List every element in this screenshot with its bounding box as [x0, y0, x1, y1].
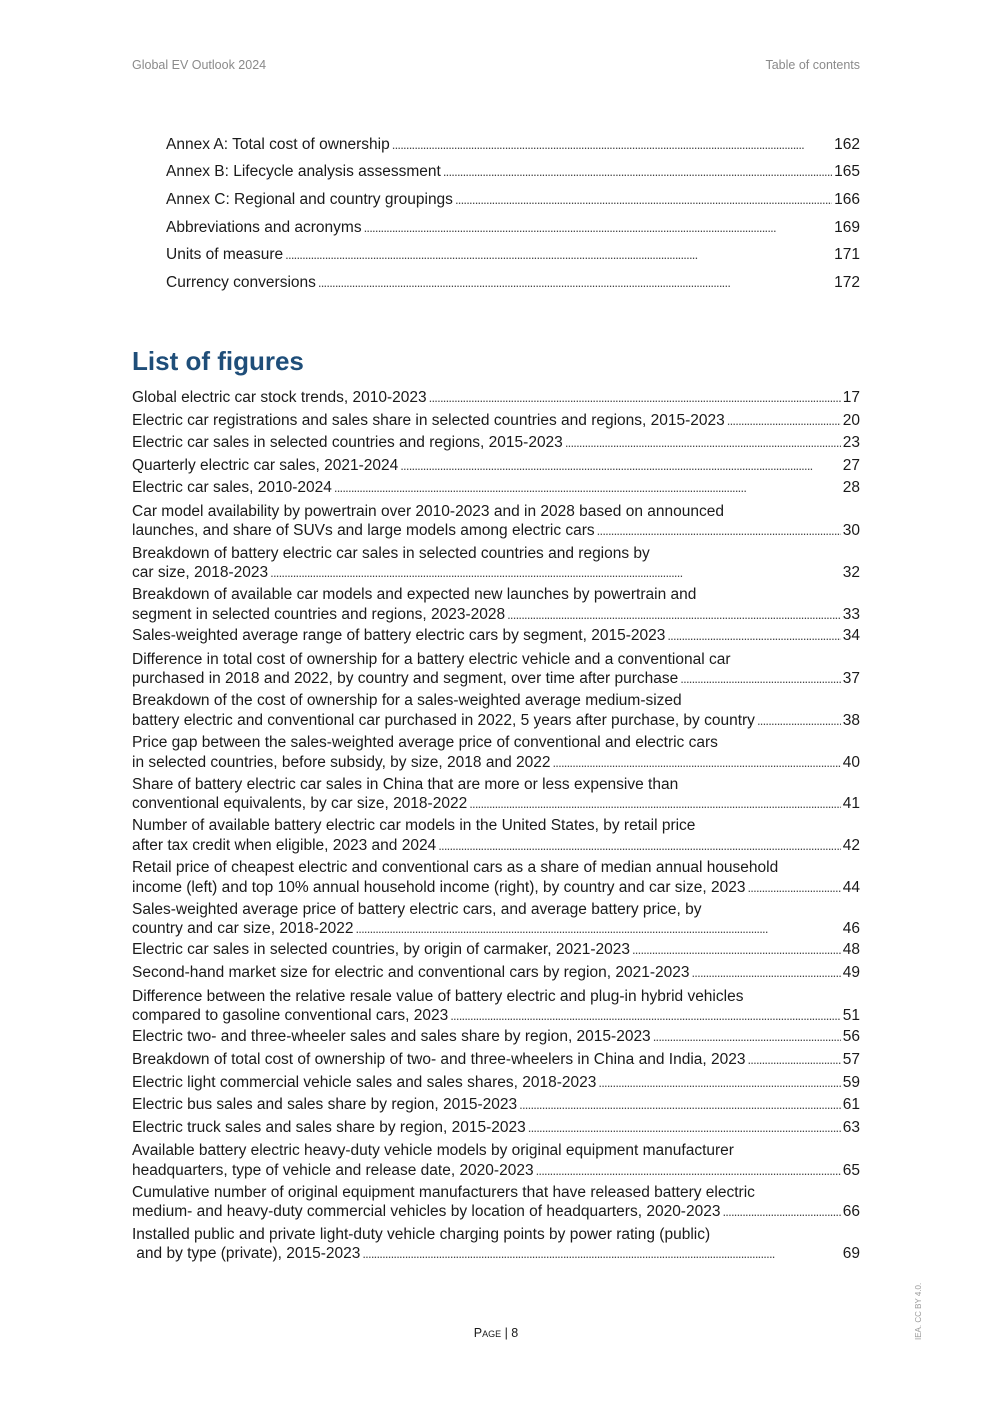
figure-title: country and car size, 2018-2022 — [132, 920, 354, 938]
toc-annex-list — [166, 131, 860, 297]
figure-page: 17 — [842, 389, 860, 406]
figure-title: Electric car sales in selected countries and regions, 2015-2023 — [132, 434, 563, 452]
figure-title: Electric two- and three-wheeler sales and sales share by region, 2015-2023 — [132, 1028, 651, 1046]
figure-page: 48 — [842, 941, 860, 959]
figure-list — [132, 389, 860, 1266]
document-title: Global EV Outlook 2024 — [132, 58, 267, 72]
figure-entry[interactable] — [132, 434, 860, 457]
figure-page: 66 — [842, 1203, 860, 1221]
toc-entry-page: 169 — [834, 218, 860, 236]
toc-entry-page: 162 — [834, 135, 860, 153]
figure-title-line1: Available battery electric heavy-duty vehicle models by original equipment manufacturer — [132, 1142, 734, 1160]
figure-page: 27 — [842, 456, 860, 474]
figure-entry[interactable] — [132, 585, 860, 627]
figure-entry-row — [132, 389, 860, 407]
figure-entry[interactable] — [132, 1028, 860, 1051]
figure-entry[interactable] — [132, 389, 860, 412]
dot-leader — [536, 1162, 841, 1180]
figure-page: 40 — [842, 753, 860, 771]
figure-title-line1: Difference in total cost of ownership for a battery electric vehicle and a conventional car — [132, 650, 731, 668]
figure-entry-row — [132, 1074, 860, 1092]
figure-entry-row — [132, 627, 860, 645]
figure-page: 44 — [842, 878, 860, 896]
figure-page: 46 — [842, 920, 860, 938]
figure-entry[interactable] — [132, 544, 860, 586]
figure-entry-row — [132, 434, 860, 452]
toc-entry-page: 165 — [834, 163, 860, 181]
figure-title: Electric car sales in selected countries, by origin of carmaker, 2021-2023 — [132, 941, 630, 959]
toc-entry-title: Annex C: Regional and country groupings — [166, 190, 453, 208]
figure-page: 59 — [842, 1073, 860, 1091]
figure-title: battery electric and conventional car purchased in 2022, 5 years after purchase, by country — [132, 711, 755, 729]
dot-leader — [443, 163, 832, 181]
dot-leader — [565, 434, 841, 452]
figure-entry-row — [132, 712, 860, 730]
dot-leader — [318, 274, 832, 292]
figure-page: 23 — [842, 434, 860, 452]
figure-entry[interactable] — [132, 775, 860, 817]
dot-leader — [455, 191, 832, 209]
figure-title: segment in selected countries and regions, 2023-2028 — [132, 605, 506, 623]
figure-title: car size, 2018-2023 — [132, 564, 269, 582]
figure-entry-row — [132, 606, 860, 624]
toc-entry-title: Abbreviations and acronyms — [166, 218, 362, 236]
figure-entry[interactable] — [132, 1141, 860, 1183]
dot-leader — [429, 389, 841, 407]
figure-entry[interactable] — [132, 1051, 860, 1074]
dot-leader — [597, 522, 841, 540]
figure-title: compared to gasoline conventional cars, 2023 — [132, 1007, 449, 1025]
dot-leader — [552, 754, 840, 772]
figure-title-line1: Number of available battery electric car models in the United States, by retail price — [132, 817, 696, 835]
figure-title: conventional equivalents, by car size, 2018-2022 — [132, 795, 468, 813]
figure-page: 49 — [842, 964, 860, 982]
figure-entry-row — [132, 1007, 860, 1025]
figure-entry[interactable] — [132, 816, 860, 858]
dot-leader — [270, 564, 841, 582]
figure-entry-row — [132, 837, 860, 855]
figure-title: Quarterly electric car sales, 2021-2024 — [132, 456, 399, 474]
figure-entry[interactable] — [132, 858, 860, 900]
dot-leader — [528, 1119, 841, 1137]
dot-leader — [667, 627, 840, 645]
figure-page: 34 — [842, 627, 860, 645]
toc-entry[interactable] — [166, 269, 860, 297]
figure-page: 33 — [842, 605, 860, 623]
figure-title-line1: Retail price of cheapest electric and conventional cars as a share of median annual household — [132, 859, 779, 877]
dot-leader — [722, 1203, 840, 1221]
figure-entry-row — [132, 1051, 860, 1069]
figure-entry[interactable] — [132, 457, 860, 480]
figure-title-line1: Sales-weighted average price of battery electric cars, and average battery price, by — [132, 900, 702, 918]
figure-page: 41 — [842, 795, 860, 813]
figure-title: medium- and heavy-duty commercial vehicles by location of headquarters, 2020-2023 — [132, 1203, 721, 1221]
dot-leader — [757, 712, 841, 730]
toc-entry-page: 171 — [834, 246, 860, 264]
figure-entry-row — [132, 1096, 860, 1114]
page-number: Page | 8 — [473, 1326, 519, 1340]
figure-title: purchased in 2018 and 2022, by country and segment, over time after purchase — [132, 670, 679, 688]
figure-title: launches, and share of SUVs and large models among electric cars — [132, 522, 595, 540]
figure-title-line1: Installed public and private light-duty vehicle charging points by power rating (public) — [132, 1225, 711, 1243]
dot-leader — [285, 246, 832, 264]
figure-page: 57 — [842, 1050, 860, 1068]
figure-entry-row — [132, 522, 860, 540]
toc-entry-title: Annex A: Total cost of ownership — [166, 135, 390, 153]
list-of-figures-heading: List of figures — [132, 346, 304, 376]
figure-title: Second-hand market size for electric and conventional cars by region, 2021-2023 — [132, 964, 690, 982]
figure-entry-row — [132, 479, 860, 497]
figure-entry-row — [132, 1119, 860, 1137]
figure-entry[interactable] — [132, 964, 860, 987]
figure-entry-row — [132, 920, 860, 938]
figure-entry[interactable] — [132, 900, 860, 942]
figure-title: and by type (private), 2015-2023 — [132, 1245, 361, 1263]
figure-entry-row — [132, 1203, 860, 1221]
figure-entry-row — [132, 941, 860, 959]
figure-title-line1: Breakdown of available car models and expected new launches by powertrain and — [132, 586, 697, 604]
figure-page: 20 — [842, 411, 860, 429]
figure-page: 69 — [842, 1245, 860, 1263]
dot-leader — [400, 457, 841, 475]
figure-title: Electric car registrations and sales share in selected countries and regions, 2015-2023 — [132, 411, 725, 429]
dot-leader — [747, 879, 840, 897]
toc-entry[interactable] — [166, 214, 860, 242]
figure-entry-row — [132, 412, 860, 430]
figure-entry[interactable] — [132, 987, 860, 1029]
figure-page: 61 — [842, 1096, 860, 1114]
dot-leader — [653, 1028, 841, 1046]
dot-leader — [598, 1074, 840, 1092]
figure-entry[interactable] — [132, 1096, 860, 1119]
figure-entry[interactable] — [132, 1183, 860, 1225]
dot-leader — [727, 412, 841, 430]
figure-entry-row — [132, 879, 860, 897]
dot-leader — [507, 606, 841, 624]
figure-title: after tax credit when eligible, 2023 and 2024 — [132, 836, 437, 854]
figure-entry[interactable] — [132, 733, 860, 775]
figure-title: headquarters, type of vehicle and release date, 2020-2023 — [132, 1161, 534, 1179]
figure-title-line1: Breakdown of the cost of ownership for a sales-weighted average medium-sized — [132, 692, 682, 710]
figure-title: Electric car sales, 2010-2024 — [132, 479, 332, 497]
toc-entry-title: Units of measure — [166, 246, 284, 264]
toc-entry-title: Currency conversions — [166, 273, 316, 291]
toc-entry-page: 166 — [834, 190, 860, 208]
figure-entry-row — [132, 754, 860, 772]
figure-entry-row — [132, 795, 860, 813]
toc-entry[interactable] — [166, 241, 860, 269]
figure-entry[interactable] — [132, 691, 860, 733]
figure-entry[interactable] — [132, 502, 860, 544]
figure-entry-row — [132, 964, 860, 982]
figure-entry-row — [132, 457, 860, 475]
figure-title-line1: Share of battery electric car sales in China that are more or less expensive than — [132, 775, 679, 793]
figure-page: 32 — [842, 564, 860, 582]
dot-leader — [691, 964, 840, 982]
figure-entry[interactable] — [132, 941, 860, 964]
figure-entry[interactable] — [132, 1119, 860, 1142]
figure-title: Electric bus sales and sales share by region, 2015-2023 — [132, 1096, 518, 1114]
dot-leader — [438, 837, 841, 855]
toc-entry-title: Annex B: Lifecycle analysis assessment — [166, 163, 441, 181]
toc-entry-page: 172 — [834, 273, 860, 291]
dot-leader — [519, 1096, 841, 1114]
figure-entry-row — [132, 564, 860, 582]
figure-entry-row — [132, 670, 860, 688]
figure-entry-row — [132, 1162, 860, 1180]
toc-entry[interactable] — [166, 131, 860, 159]
figure-title-line1: Difference between the relative resale value of battery electric and plug-in hybrid vehicles — [132, 987, 744, 1005]
figure-entry[interactable] — [132, 1074, 860, 1097]
toc-entry[interactable] — [166, 159, 860, 187]
figure-entry-row — [132, 1245, 860, 1263]
toc-entry[interactable] — [166, 186, 860, 214]
figure-entry[interactable] — [132, 650, 860, 692]
figure-title-line1: Breakdown of battery electric car sales in selected countries and regions by — [132, 544, 650, 562]
figure-page: 65 — [842, 1161, 860, 1179]
dot-leader — [680, 670, 840, 688]
running-header — [132, 58, 860, 72]
figure-page: 63 — [842, 1118, 860, 1136]
figure-entry[interactable] — [132, 412, 860, 435]
license-note: IEA. CC BY 4.0. — [914, 1282, 923, 1340]
figure-entry-row — [132, 1028, 860, 1046]
dot-leader — [392, 136, 832, 154]
dot-leader — [355, 920, 840, 938]
dot-leader — [469, 795, 841, 813]
figure-title-line1: Price gap between the sales-weighted average price of conventional and electric cars — [132, 734, 718, 751]
figure-title-line1: Car model availability by powertrain over 2010-2023 and in 2028 based on announced — [132, 502, 724, 520]
figure-page: 38 — [842, 711, 860, 729]
figure-entry[interactable] — [132, 479, 860, 502]
figure-page: 42 — [842, 836, 860, 854]
figure-title: Sales-weighted average range of battery electric cars by segment, 2015-2023 — [132, 627, 666, 645]
figure-page: 30 — [842, 522, 860, 540]
figure-title: in selected countries, before subsidy, by size, 2018 and 2022 — [132, 753, 551, 771]
figure-title: Electric light commercial vehicle sales and sales shares, 2018-2023 — [132, 1073, 597, 1091]
figure-title: income (left) and top 10% annual household income (right), by country and car size, 2023 — [132, 878, 746, 896]
figure-entry[interactable] — [132, 627, 860, 650]
figure-page: 37 — [842, 670, 860, 688]
dot-leader — [334, 479, 841, 497]
dot-leader — [747, 1051, 840, 1069]
figure-page: 28 — [842, 479, 860, 497]
figure-page: 56 — [842, 1028, 860, 1046]
dot-leader — [364, 219, 833, 237]
figure-title: Breakdown of total cost of ownership of two- and three-wheelers in China and India, 2023 — [132, 1050, 746, 1068]
dot-leader — [632, 941, 841, 959]
dot-leader — [450, 1007, 841, 1025]
figure-title: Electric truck sales and sales share by region, 2015-2023 — [132, 1118, 526, 1136]
figure-page: 51 — [842, 1007, 860, 1025]
dot-leader — [362, 1245, 840, 1263]
figure-entry[interactable] — [132, 1225, 860, 1267]
figure-title-line1: Cumulative number of original equipment manufacturers that have released battery electric — [132, 1183, 755, 1201]
figure-title: Global electric car stock trends, 2010-2023 — [132, 389, 427, 406]
section-name: Table of contents — [765, 58, 860, 72]
